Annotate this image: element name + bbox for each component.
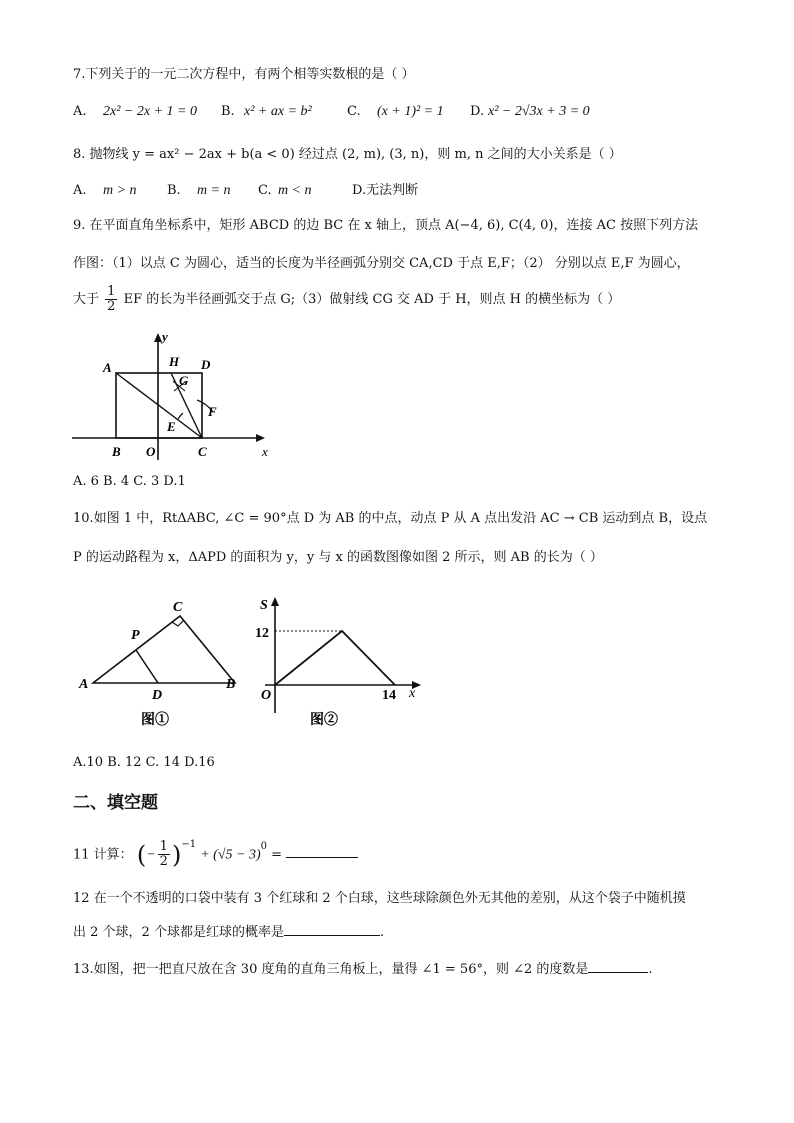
q11-exp-1: −1 <box>181 839 197 850</box>
q9-line-2: 作图：（1）以点 C 为圆心，适当的长度为半径画弧分别交 CA,CD 于点 E,F；（2） 分别以点 E,F 为圆心， <box>73 256 690 271</box>
q8-option-b-label: B. <box>167 183 181 198</box>
q10-line-1: 10.如图 1 中，RtΔABC, ∠C = 90°点 D 为 AB 的中点，动点 P 从 A 点出发沿 AC → CB 运动到点 B，设点 <box>73 511 708 526</box>
q10-fig2-label-14: 14 <box>382 688 396 703</box>
q13-text: 13.如图，把一把直尺放在含 30 度角的直角三角板上，量得 ∠1 = 56°，则 ∠2 的度数是 <box>73 962 589 977</box>
q10-fig1-label-p: P <box>131 628 140 643</box>
q11-answer-blank[interactable] <box>286 843 358 858</box>
q9-fig-label-g: G <box>179 373 189 388</box>
q10-line-2: P 的运动路程为 x，ΔAPD 的面积为 y，y 与 x 的函数图像如图 2 所示，则 AB 的长为（ ） <box>73 550 603 565</box>
q8-option-d: D.无法判断 <box>352 183 419 198</box>
q10-fig1-caption: 图① <box>141 713 169 728</box>
q9-fig-label-b: B <box>112 444 121 459</box>
q9-line-3-post: EF 的长为半径画弧交于点 G;（3）做射线 CG 交 AD 于 H，则点 H 的横坐标为（ ） <box>123 292 621 307</box>
q11-frac-num: 1 <box>159 839 168 855</box>
q8-option-a-label: A. <box>73 183 87 198</box>
q7-option-c: (x + 1)² = 1 <box>377 104 444 119</box>
q10-fig1-label-b: B <box>226 677 236 692</box>
q13-end: . <box>648 962 653 977</box>
q9-fig-label-d: D <box>201 357 211 372</box>
q9-fig-label-h: H <box>169 354 180 369</box>
q9-fig-label-f: F <box>208 404 217 419</box>
q10-fig2-label-x: x <box>409 686 416 701</box>
q9-figure <box>70 325 275 465</box>
q11-fraction <box>158 840 170 869</box>
q9-line-1: 9. 在平面直角坐标系中，矩形 ABCD 的边 BC 在 x 轴上，顶点 A(−4, 6), C(4, 0)，连接 AC 按照下列方法 <box>73 218 699 233</box>
q9-line-3 <box>73 285 620 315</box>
q10-fig1-label-c: C <box>173 600 183 615</box>
q9-fraction <box>105 285 117 314</box>
q10-fig1-label-a: A <box>79 677 89 692</box>
q8-stem: 8. 抛物线 y = ax² − 2ax + b(a < 0) 经过点 (2, m), (3, n)，则 m, n 之间的大小关系是（ ） <box>73 147 622 162</box>
q9-fig-label-c: C <box>198 444 207 459</box>
section-2-title: 二、填空题 <box>73 793 158 813</box>
q9-options: A. 6 B. 4 C. 3 D.1 <box>73 474 186 489</box>
q9-fig-label-a: A <box>103 360 112 375</box>
q7-option-b: x² + ax = b² <box>244 104 312 119</box>
q7-option-a: 2x² − 2x + 1 = 0 <box>103 104 197 119</box>
q9-frac-num: 1 <box>107 284 116 299</box>
q10-fig2-caption: 图② <box>310 713 338 728</box>
q11-close-paren: ) <box>171 840 182 869</box>
q9-fig-label-o: O <box>146 444 156 459</box>
q7-option-a-label: A. <box>73 104 87 119</box>
q7-stem: 7.下列关于的一元二次方程中，有两个相等实数根的是（ ） <box>73 67 415 82</box>
q11-open-paren: ( <box>136 840 147 869</box>
q11-mid: + (√5 − 3) <box>200 847 261 863</box>
q9-fig-label-e: E <box>167 419 176 434</box>
q12-line-1: 12 在一个不透明的口袋中装有 3 个红球和 2 个白球，这些球除颜色外无其他的差别，从这个袋子中随机摸 <box>73 891 686 906</box>
q7-option-d-label: D. <box>470 104 485 119</box>
q7-option-d: x² − 2√3x + 3 = 0 <box>488 104 590 119</box>
q12-line-2 <box>73 921 384 943</box>
q8-option-c: m < n <box>278 183 312 198</box>
q11-prefix: 11 计算： <box>73 847 133 863</box>
q13-line <box>73 958 653 980</box>
q8-option-c-label: C. <box>258 183 272 198</box>
q10-fig2-label-o: O <box>261 688 272 703</box>
q10-options: A.10 B. 12 C. 14 D.16 <box>73 755 215 770</box>
q13-answer-blank[interactable] <box>588 958 648 973</box>
q10-fig1-label-d: D <box>152 688 163 703</box>
q8-option-b: m = n <box>197 183 231 198</box>
q11: 11 计算： (− $\frac{1}{2}$ )$^{-1} + (√5 - 3)^0$ = <box>73 834 358 872</box>
q9-line-3-pre: 大于 <box>73 292 100 307</box>
q10-figure-2 <box>255 593 430 733</box>
q12-line-2-text: 出 2 个球，2 个球都是红球的概率是 <box>73 925 284 940</box>
q10-figure-1 <box>75 593 245 733</box>
q12-line-2-end: . <box>379 925 385 940</box>
q8-option-a: m > n <box>103 183 137 198</box>
q9-frac-den: 2 <box>107 299 116 314</box>
q9-fig-label-x: x <box>262 444 268 459</box>
q11-exp-2: 0 <box>260 841 267 852</box>
q11-eq: = <box>266 847 287 863</box>
q9-fig-label-y: y <box>162 329 168 344</box>
q10-fig2-label-s: S <box>260 598 268 613</box>
q12-answer-blank[interactable] <box>284 921 380 936</box>
q11-frac-den: 2 <box>159 854 168 870</box>
q7-option-b-label: B. <box>221 104 235 119</box>
q10-fig2-label-12: 12 <box>255 626 269 641</box>
q7-option-c-label: C. <box>347 104 361 119</box>
